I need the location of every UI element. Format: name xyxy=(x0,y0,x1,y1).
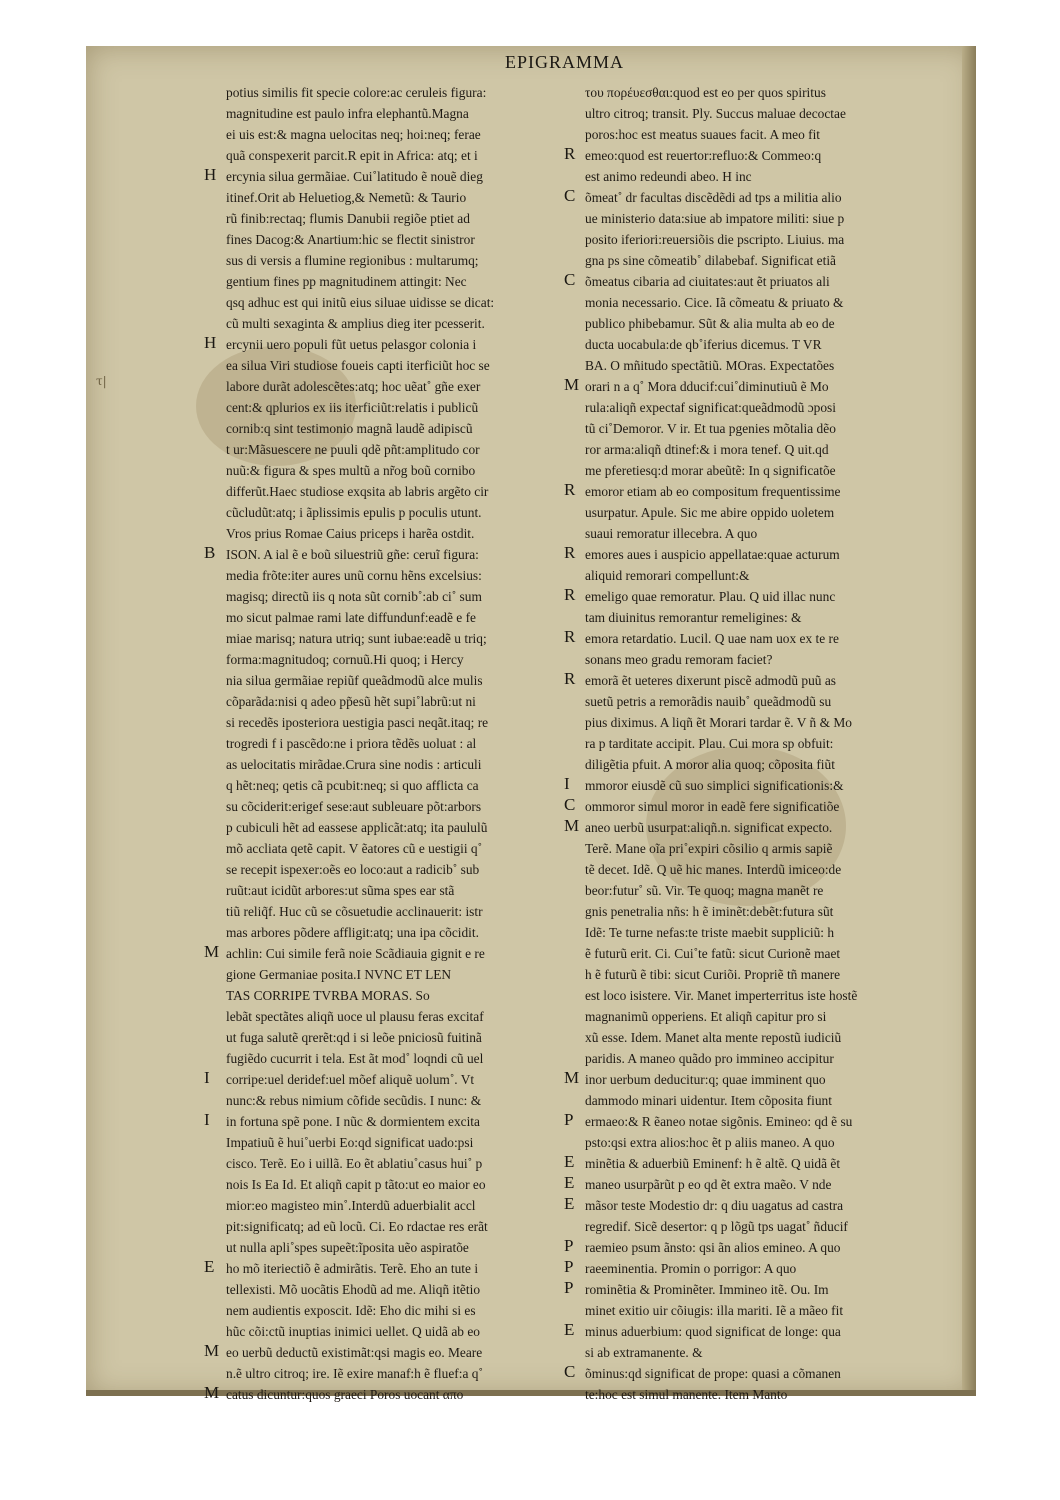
text-line: posito iferiori:reuersiõis die pscripto. Liuius. ma xyxy=(585,232,845,247)
text-line: diligẽtia pfuit. A moror alia quoq; cõposita fiũt xyxy=(585,757,835,772)
text-line: ho mõ iteriectiõ ẽ admirãtis. Terẽ. Eho an tute i xyxy=(226,1261,479,1276)
text-line: minẽtia & aduerbiũ Eminenf: h ẽ altẽ. Q uidã ẽt xyxy=(585,1156,841,1171)
marginal-initial: R xyxy=(564,585,576,604)
text-line: cent:& qplurios ex iis iterficiũt:relatis i publicũ xyxy=(226,400,479,415)
text-line: emeligo quae remoratur. Plau. Q uid illac nunc xyxy=(585,589,836,604)
text-line: mas arbores põdere affligit:atq; una ipa cõcidit. xyxy=(226,925,479,940)
text-line: si recedẽs iposteriora uestigia pasci neqãt.itaq; re xyxy=(226,715,489,730)
text-line: h ẽ futurũ ẽ tibi: sicut Curiõi. Propriẽ tñ manere xyxy=(585,967,841,982)
text-line: ea silua Viri studiose foueis capti iterficiũt hoc se xyxy=(226,358,490,373)
text-line: ẽ futurũ erit. Ci. Cui˚te fatũ: sicut Curionẽ maet xyxy=(585,946,841,961)
text-line: eo uerbũ deductũ existimãt:qsi magis eo. Meare xyxy=(226,1345,483,1360)
text-line: mo sicut palmae rami late diffundunf:eadẽ e fe xyxy=(226,610,476,625)
text-line: qsq adhuc est qui initũ eius siluae uidisse se dicat: xyxy=(226,295,495,310)
text-line: dammodo minari uidentur. Item cõposita fiunt xyxy=(585,1093,832,1108)
text-line: mior:eo magisteo min˚.Interdũ aduerbialit accl xyxy=(226,1198,476,1213)
text-line: fines Dacog:& Anartium:hic se flectit sinistror xyxy=(226,232,475,247)
text-line: cõparãda:nisi q adeo pp̃esũ hẽt supi˚labrũ:ut ni xyxy=(226,694,476,709)
text-line: tam diuinitus remorantur remeligines: & xyxy=(585,610,802,625)
text-line: õminus:qd significat de prope: quasi a cõmanen xyxy=(585,1366,841,1381)
marginal-initial: E xyxy=(564,1320,575,1339)
text-line: magisq; directũ iis q nota sũt cornib˚:ab ci˚ sum xyxy=(226,589,482,604)
text-line: n.ẽ ultro citroq; ire. Iẽ exire manaf:h ẽ fluef:a q˚ xyxy=(226,1366,483,1381)
marginal-initial: P xyxy=(564,1278,574,1297)
text-line: magnitudine est paulo infra elephantũ.Magna xyxy=(226,106,469,121)
text-line: as uelocitatis mirãdae.Crura sine nodis : articuli xyxy=(226,757,482,772)
margin-mark: τ| xyxy=(96,374,107,388)
text-line: Idẽ: Te turne nefas:te triste maebit suppliciũ: h xyxy=(585,925,835,940)
text-line: ISON. A ial ẽ e boũ siluestriũ gñe: ceruĩ figura: xyxy=(226,547,479,562)
text-line: maneo usurpãrũt p eo qd ẽt extra maẽo. V nde xyxy=(585,1177,832,1192)
text-line: media frõte:iter aures unũ cornu hẽns excelsius: xyxy=(226,568,482,583)
text-line: ei uis est:& magna uelocitas neq; hoi:neq; ferae xyxy=(226,127,481,142)
text-line: emeo:quod est reuertor:refluo:& Commeo:q xyxy=(585,148,822,163)
text-line: labore durãt adolescẽtes:atq; hoc uẽat˚ gñe exer xyxy=(226,379,481,394)
text-line: tũ ci˚Demoror. V ir. Et tua pgenies mõtalia dẽo xyxy=(585,421,836,436)
text-line: nois Is Ea Id. Et aliqñ capit p tãto:ut eo maior eo xyxy=(226,1177,486,1192)
text-line: ducta uocabula:de qb˚iferius dicemus. T VR xyxy=(585,337,822,352)
text-line: raeeminentia. Promin o porrigor: A quo xyxy=(585,1261,797,1276)
text-line: catus dicuntur:quos graeci Poros uocant απο xyxy=(226,1387,464,1402)
marginal-initial: M xyxy=(204,1383,220,1402)
text-line: ercynii uero populi fũt uetus pelasgor colonia i xyxy=(226,337,477,352)
text-line: tiũ reliq̃f. Huc cũ se cõsuetudie acclinauerit: istr xyxy=(226,904,483,919)
right-text-column xyxy=(585,82,920,1405)
text-line: xũ esse. Idem. Manet alta mente repostũ iudiciũ xyxy=(585,1030,842,1045)
text-line: rominẽtia & Prominẽter. Immineo itẽ. Ou. Im xyxy=(585,1282,829,1297)
text-line: ut nulla apli˚spes supeẽt:ĩposita uẽo aspiratõe xyxy=(226,1240,469,1255)
text-line: differũt.Haec studiose exqsita ab labris argẽto cir xyxy=(226,484,489,499)
marginal-initial: M xyxy=(564,816,580,835)
text-line: lebãt spectãtes aliqñ uoce ul plausu feras excitaf xyxy=(226,1009,484,1024)
marginal-initial: E xyxy=(564,1194,575,1213)
text-line: του πορέυεσθαι:quod est eo per quos spiritus xyxy=(585,85,826,100)
text-line: gentium fines pp magnitudinem attingit: Nec xyxy=(226,274,467,289)
text-line: ra p tarditate accipit. Plau. Cui mora sp obfuit: xyxy=(585,736,834,751)
left-text-column xyxy=(226,82,546,1405)
text-line: gna ps sine cõmeatib˚ dilabebaf. Significat etiã xyxy=(585,253,836,268)
text-line: est loco isistere. Vir. Manet imperterritus iste hostẽ xyxy=(585,988,858,1003)
marginal-initial: R xyxy=(564,543,576,562)
marginal-initial: M xyxy=(564,1068,580,1087)
text-line: mõ accliata qetẽ capit. V ẽatores cũ e uestigii q˚ xyxy=(226,841,483,856)
text-line: se recepit ispexer:oẽs eo loco:aut a radicib˚ sub xyxy=(226,862,480,877)
text-line: regredif. Sicẽ desertor: q p lõgũ tps uagat˚ ñducif xyxy=(585,1219,848,1234)
text-line: ultro citroq; transit. Ply. Succus maluae decoctae xyxy=(585,106,846,121)
text-line: cũ multi sexaginta & amplius dieg iter pcesserit. xyxy=(226,316,485,331)
text-line: nuũ:& figura & spes multũ a nr̃og boũ cornibo xyxy=(226,463,476,478)
text-line: magnanimũ opperiens. Et aliqñ capitur pro si xyxy=(585,1009,827,1024)
marginal-initial: E xyxy=(564,1152,575,1171)
marginal-initial: P xyxy=(564,1257,574,1276)
running-head: EPIGRAMMA xyxy=(505,52,625,72)
text-line: est animo redeundi abeo. H inc xyxy=(585,169,752,184)
marginal-initial: M xyxy=(204,942,220,961)
marginal-initial: I xyxy=(204,1068,210,1087)
text-line: inor uerbum deducitur:q; quae imminent quo xyxy=(585,1072,826,1087)
text-line: Vros prius Romae Caius priceps i harẽa ostdit. xyxy=(226,526,475,541)
text-line: achlin: Cui simile ferã noie Scãdiauia gignit e re xyxy=(226,946,485,961)
text-line: ut fuga salutẽ qrerẽt:qd i si leõe pniciosũ fuitinã xyxy=(226,1030,482,1045)
text-line: tẽ decet. Idẽ. Q uẽ hic manes. Interdũ imiceo:de xyxy=(585,862,842,877)
text-line: hũc cõi:ctũ inuptias inimici uellet. Q uidã ab eo xyxy=(226,1324,480,1339)
marginal-initial: B xyxy=(204,543,216,562)
marginal-initial: C xyxy=(564,1362,576,1381)
marginal-initial: R xyxy=(564,480,576,499)
marginal-initial: H xyxy=(204,333,217,352)
text-line: suetũ petris a remorãdis nauib˚ queãdmodũ su xyxy=(585,694,832,709)
text-line: si ab extramanente. & xyxy=(585,1345,703,1360)
marginal-initial: P xyxy=(564,1110,574,1129)
text-line: raemieo psum ãnsto: qsi ãn alios emineo. A quo xyxy=(585,1240,841,1255)
text-line: in fortuna spẽ pone. I nũc & dormientem excita xyxy=(226,1114,480,1129)
text-line: poros:hoc est meatus suaues facit. A meo fit xyxy=(585,127,821,142)
text-line: usurpatur. Apule. Sic me abire oppido uoletem xyxy=(585,505,835,520)
text-line: tellexisti. Mõ uocãtis Ehodũ ad me. Aliqñ itẽtio xyxy=(226,1282,481,1297)
marginal-initial: R xyxy=(564,669,576,688)
text-line: TAS CORRIPE TVRBA MORAS. So xyxy=(226,988,430,1003)
text-line: mãsor teste Modestio dr: q diu uagatus ad castra xyxy=(585,1198,844,1213)
text-line: cisco. Terẽ. Eo i uillã. Eo ẽt ablatiu˚casus hui˚ p xyxy=(226,1156,483,1171)
marginal-initial: C xyxy=(564,186,576,205)
text-line: pit:significatq; ad eũ locũ. Ci. Eo rdactae res erãt xyxy=(226,1219,488,1234)
text-line: potius similis fit specie colore:ac ceruleis figura: xyxy=(226,85,487,100)
text-line: fugiẽdo cucurrit i tela. Est ãt mod˚ loqndi cũ uel xyxy=(226,1051,484,1066)
text-line: aneo uerbũ usurpat:aliqñ.n. significat expecto. xyxy=(585,820,833,835)
text-line: rula:aliqñ expectaf significat:queãdmodũ ɔposi xyxy=(585,400,836,415)
text-line: ommoror simul moror in eadẽ fere significatiõe xyxy=(585,799,840,814)
text-line: õmeat˚ dr facultas discẽdẽdi ad tps a militia alio xyxy=(585,190,842,205)
text-line: cornib:q sint testimonio magnã laudẽ adipiscũ xyxy=(226,421,473,436)
text-line: ermaeo:& R ẽaneo notae sigõnis. Emineo: qd ẽ su xyxy=(585,1114,853,1129)
marginal-initial: H xyxy=(204,165,217,184)
marginal-initial: I xyxy=(204,1110,210,1129)
text-line: BA. O mñitudo spectãtiũ. MOras. Expectatões xyxy=(585,358,835,373)
text-line: gnis penetralia nñs: h ẽ iminẽt:debẽt:futura sũt xyxy=(585,904,834,919)
text-line: Terẽ. Mane oĩa pri˚expiri cõsilio q armis sapiẽ xyxy=(585,841,833,856)
marginal-initial: E xyxy=(204,1257,215,1276)
text-line: q hẽt:neq; qetis cã pcubit:neq; si quo afflicta ca xyxy=(226,778,479,793)
text-line: suaui remoratur illecebra. A quo xyxy=(585,526,758,541)
text-line: emores aues i auspicio appellatae:quae acturum xyxy=(585,547,840,562)
marginal-initial: R xyxy=(564,144,576,163)
text-line: gione Germaniae posita.I NVNC ET LEN xyxy=(226,967,452,982)
text-line: trogredi f i pascẽdo:ne i priora tẽdẽs uoluat : al xyxy=(226,736,477,751)
text-line: ercynia silua germãiae. Cui˚latitudo ẽ nouẽ dieg xyxy=(226,169,483,184)
text-line: emoror etiam ab eo compositum frequentissime xyxy=(585,484,841,499)
text-line: p cubiculi hẽt ad eassese applicãt:atq; ita paululũ xyxy=(226,820,488,835)
text-line: emora retardatio. Lucil. Q uae nam uox ex te re xyxy=(585,631,839,646)
text-line: õmeatus cibaria ad ciuitates:aut ẽt priuatos ali xyxy=(585,274,830,289)
marginal-initial: E xyxy=(564,1173,575,1192)
text-line: ruũt:aut icidũt arbores:ut sũma spes ear stã xyxy=(226,883,455,898)
text-line: ror arma:aliqñ dtinef:& i mora tenef. Q uit.qd xyxy=(585,442,829,457)
text-line: rũ finib:rectaq; flumis Danubii regiõe ptiet ad xyxy=(226,211,470,226)
text-line: minus aduerbium: quod significat de longe: qua xyxy=(585,1324,841,1339)
text-line: cũcludũt:atq; i ãplissimis epulis p poculis utunt. xyxy=(226,505,482,520)
marginal-initial: C xyxy=(564,795,576,814)
text-line: beor:futur˚ sũ. Vir. Te quoq; magna manẽt re xyxy=(585,883,824,898)
text-line: itinef.Orit ab Heluetiog,& Nemetũ: & Taurio xyxy=(226,190,467,205)
text-line: pius diximus. A liqñ ẽt Morari tardar ẽ. V ñ & Mo xyxy=(585,715,852,730)
marginal-initial: C xyxy=(564,270,576,289)
text-line: ue ministerio data:siue ab impatore militi: siue p xyxy=(585,211,845,226)
text-line: mmoror eiusdẽ cũ suo simplici significationis:& xyxy=(585,778,844,793)
text-line: te:hoc est simul manente. Item Manto xyxy=(585,1387,788,1402)
marginal-initial: I xyxy=(564,774,570,793)
marginal-initial: P xyxy=(564,1236,574,1255)
text-line: quã conspexerit parcit.R epit in Africa: atq; et i xyxy=(226,148,478,163)
marginal-initial: M xyxy=(204,1341,220,1360)
marginal-initial: R xyxy=(564,627,576,646)
text-line: corripe:uel deridef:uel mõef aliquẽ uolum˚. Vt xyxy=(226,1072,475,1087)
text-line: psto:qsi extra alios:hoc ẽt p aliis maneo. A quo xyxy=(585,1135,835,1150)
text-line: miae marisq; natura utriq; sunt iubae:eadẽ u triq; xyxy=(226,631,487,646)
page-edge xyxy=(962,46,976,1396)
text-line: me pferetiesq:d morar abeũtẽ: In q significatõe xyxy=(585,463,836,478)
text-line: paridis. A maneo quãdo pro immineo accipitur xyxy=(585,1051,834,1066)
text-line: publico phibebamur. Sũt & alia multa ab eo de xyxy=(585,316,835,331)
text-line: nunc:& rebus nimium cõfide secũdis. I nunc: & xyxy=(226,1093,482,1108)
text-line: nem audientis exposcit. Idẽ: Eho dic mihi si es xyxy=(226,1303,476,1318)
text-line: forma:magnitudoq; cornuũ.Hi quoq; i Hercy xyxy=(226,652,464,667)
text-line: su cõciderit:erigef sese:aut subleuare põt:arbors xyxy=(226,799,482,814)
text-line: minet exitio uir cõiugis: illa mariti. Iẽ a mãeo fit xyxy=(585,1303,844,1318)
text-line: t ur:Mãsuescere ne puuli qdẽ pñt:amplitudo cor xyxy=(226,442,480,457)
text-line: sonans meo gradu remoram faciet? xyxy=(585,652,773,667)
text-line: Impatiuũ ẽ hui˚uerbi Eo:qd significat uado:psi xyxy=(226,1135,474,1150)
text-line: nia silua germãiae repiũf queãdmodũ alce mulis xyxy=(226,673,483,688)
text-line: monia necessario. Cice. Iã cõmeatu & priuato & xyxy=(585,295,844,310)
text-line: emorã ẽt ueteres dixerunt piscẽ admodũ puũ as xyxy=(585,673,836,688)
text-line: sus di versis a flumine regionibus : multarumq; xyxy=(226,253,479,268)
text-line: orari n a q˚ Mora dducif:cui˚diminutiuũ ẽ Mo xyxy=(585,379,829,394)
text-line: aliquid remorari compellunt:& xyxy=(585,568,750,583)
marginal-initial: M xyxy=(564,375,580,394)
